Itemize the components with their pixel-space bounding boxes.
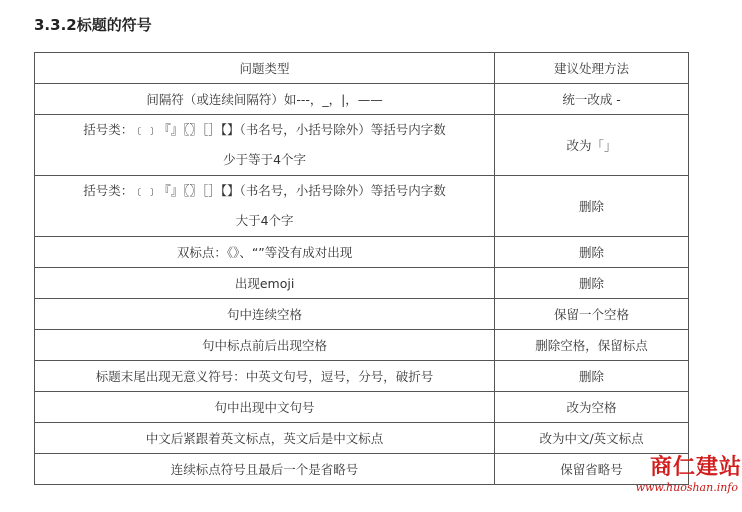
table-row: [35, 237, 689, 268]
problem-type-cell: [35, 423, 495, 454]
cell-text: 括号类：﹝﹞『』〖〗［］【】（书名号，小括号除外）等括号内字数: [83, 183, 446, 198]
action-cell: 保留省略号: [495, 454, 689, 485]
problem-type-cell: [35, 392, 495, 423]
cell-text: 句中连续空格: [227, 307, 303, 322]
problem-type-cell: [35, 237, 495, 268]
watermark-logo-text: 商仁建站: [649, 455, 742, 480]
table-row: [35, 115, 689, 176]
table-row: [35, 423, 689, 454]
table-row: [35, 330, 689, 361]
action-cell: 改为「」: [495, 115, 689, 176]
cell-text: 出现emoji: [234, 276, 295, 291]
action-cell: 删除: [495, 268, 689, 299]
table-row: [35, 299, 689, 330]
problem-type-cell: [35, 454, 495, 485]
action-cell: 改为空格: [495, 392, 689, 423]
action-cell: 保留一个空格: [495, 299, 689, 330]
cell-text: 括号类：﹝﹞『』〖〗［］【】（书名号，小括号除外）等括号内字数: [83, 122, 446, 137]
problem-type-cell: [35, 361, 495, 392]
problem-type-cell: [35, 299, 495, 330]
action-cell: 改为中文/英文标点: [495, 423, 689, 454]
header-suggested-action: 建议处理方法: [495, 53, 689, 84]
cell-text: 句中出现中文句号: [214, 400, 315, 415]
action-cell: 删除: [495, 237, 689, 268]
cell-text: 句中标点前后出现空格: [202, 338, 328, 353]
table-row: [35, 176, 689, 237]
table-row: [35, 268, 689, 299]
header-problem-type: 问题类型: [35, 53, 495, 84]
problem-type-cell: [35, 84, 495, 115]
cell-text: 中文后紧跟着英文标点，英文后是中文标点: [145, 431, 384, 446]
symbol-rules-table: [34, 52, 689, 485]
cell-text: 大于4个字: [235, 213, 294, 228]
cell-text: 连续标点符号且最后一个是省略号: [170, 462, 359, 477]
problem-type-cell: [35, 115, 495, 176]
cell-text: 双标点：《》、“”等没有成对出现: [176, 245, 353, 260]
watermark-url: www.huoshan.info: [635, 481, 738, 494]
table-header-row: [35, 53, 689, 84]
section-heading: 3.3.2标题的符号: [34, 16, 152, 34]
action-cell: 删除空格，保留标点: [495, 330, 689, 361]
cell-text: 间隔符（或连续间隔符）如---，_，|，——: [146, 92, 383, 107]
cell-text: 少于等于4个字: [223, 152, 307, 167]
action-cell: 统一改成 -: [495, 84, 689, 115]
table-row: [35, 361, 689, 392]
action-cell: 删除: [495, 176, 689, 237]
table-row: [35, 84, 689, 115]
action-cell: 删除: [495, 361, 689, 392]
cell-text: 标题末尾出现无意义符号：中英文句号，逗号，分号，破折号: [95, 369, 434, 384]
problem-type-cell: [35, 330, 495, 361]
problem-type-cell: [35, 176, 495, 237]
table-row: [35, 392, 689, 423]
table-row: [35, 454, 689, 485]
problem-type-cell: [35, 268, 495, 299]
